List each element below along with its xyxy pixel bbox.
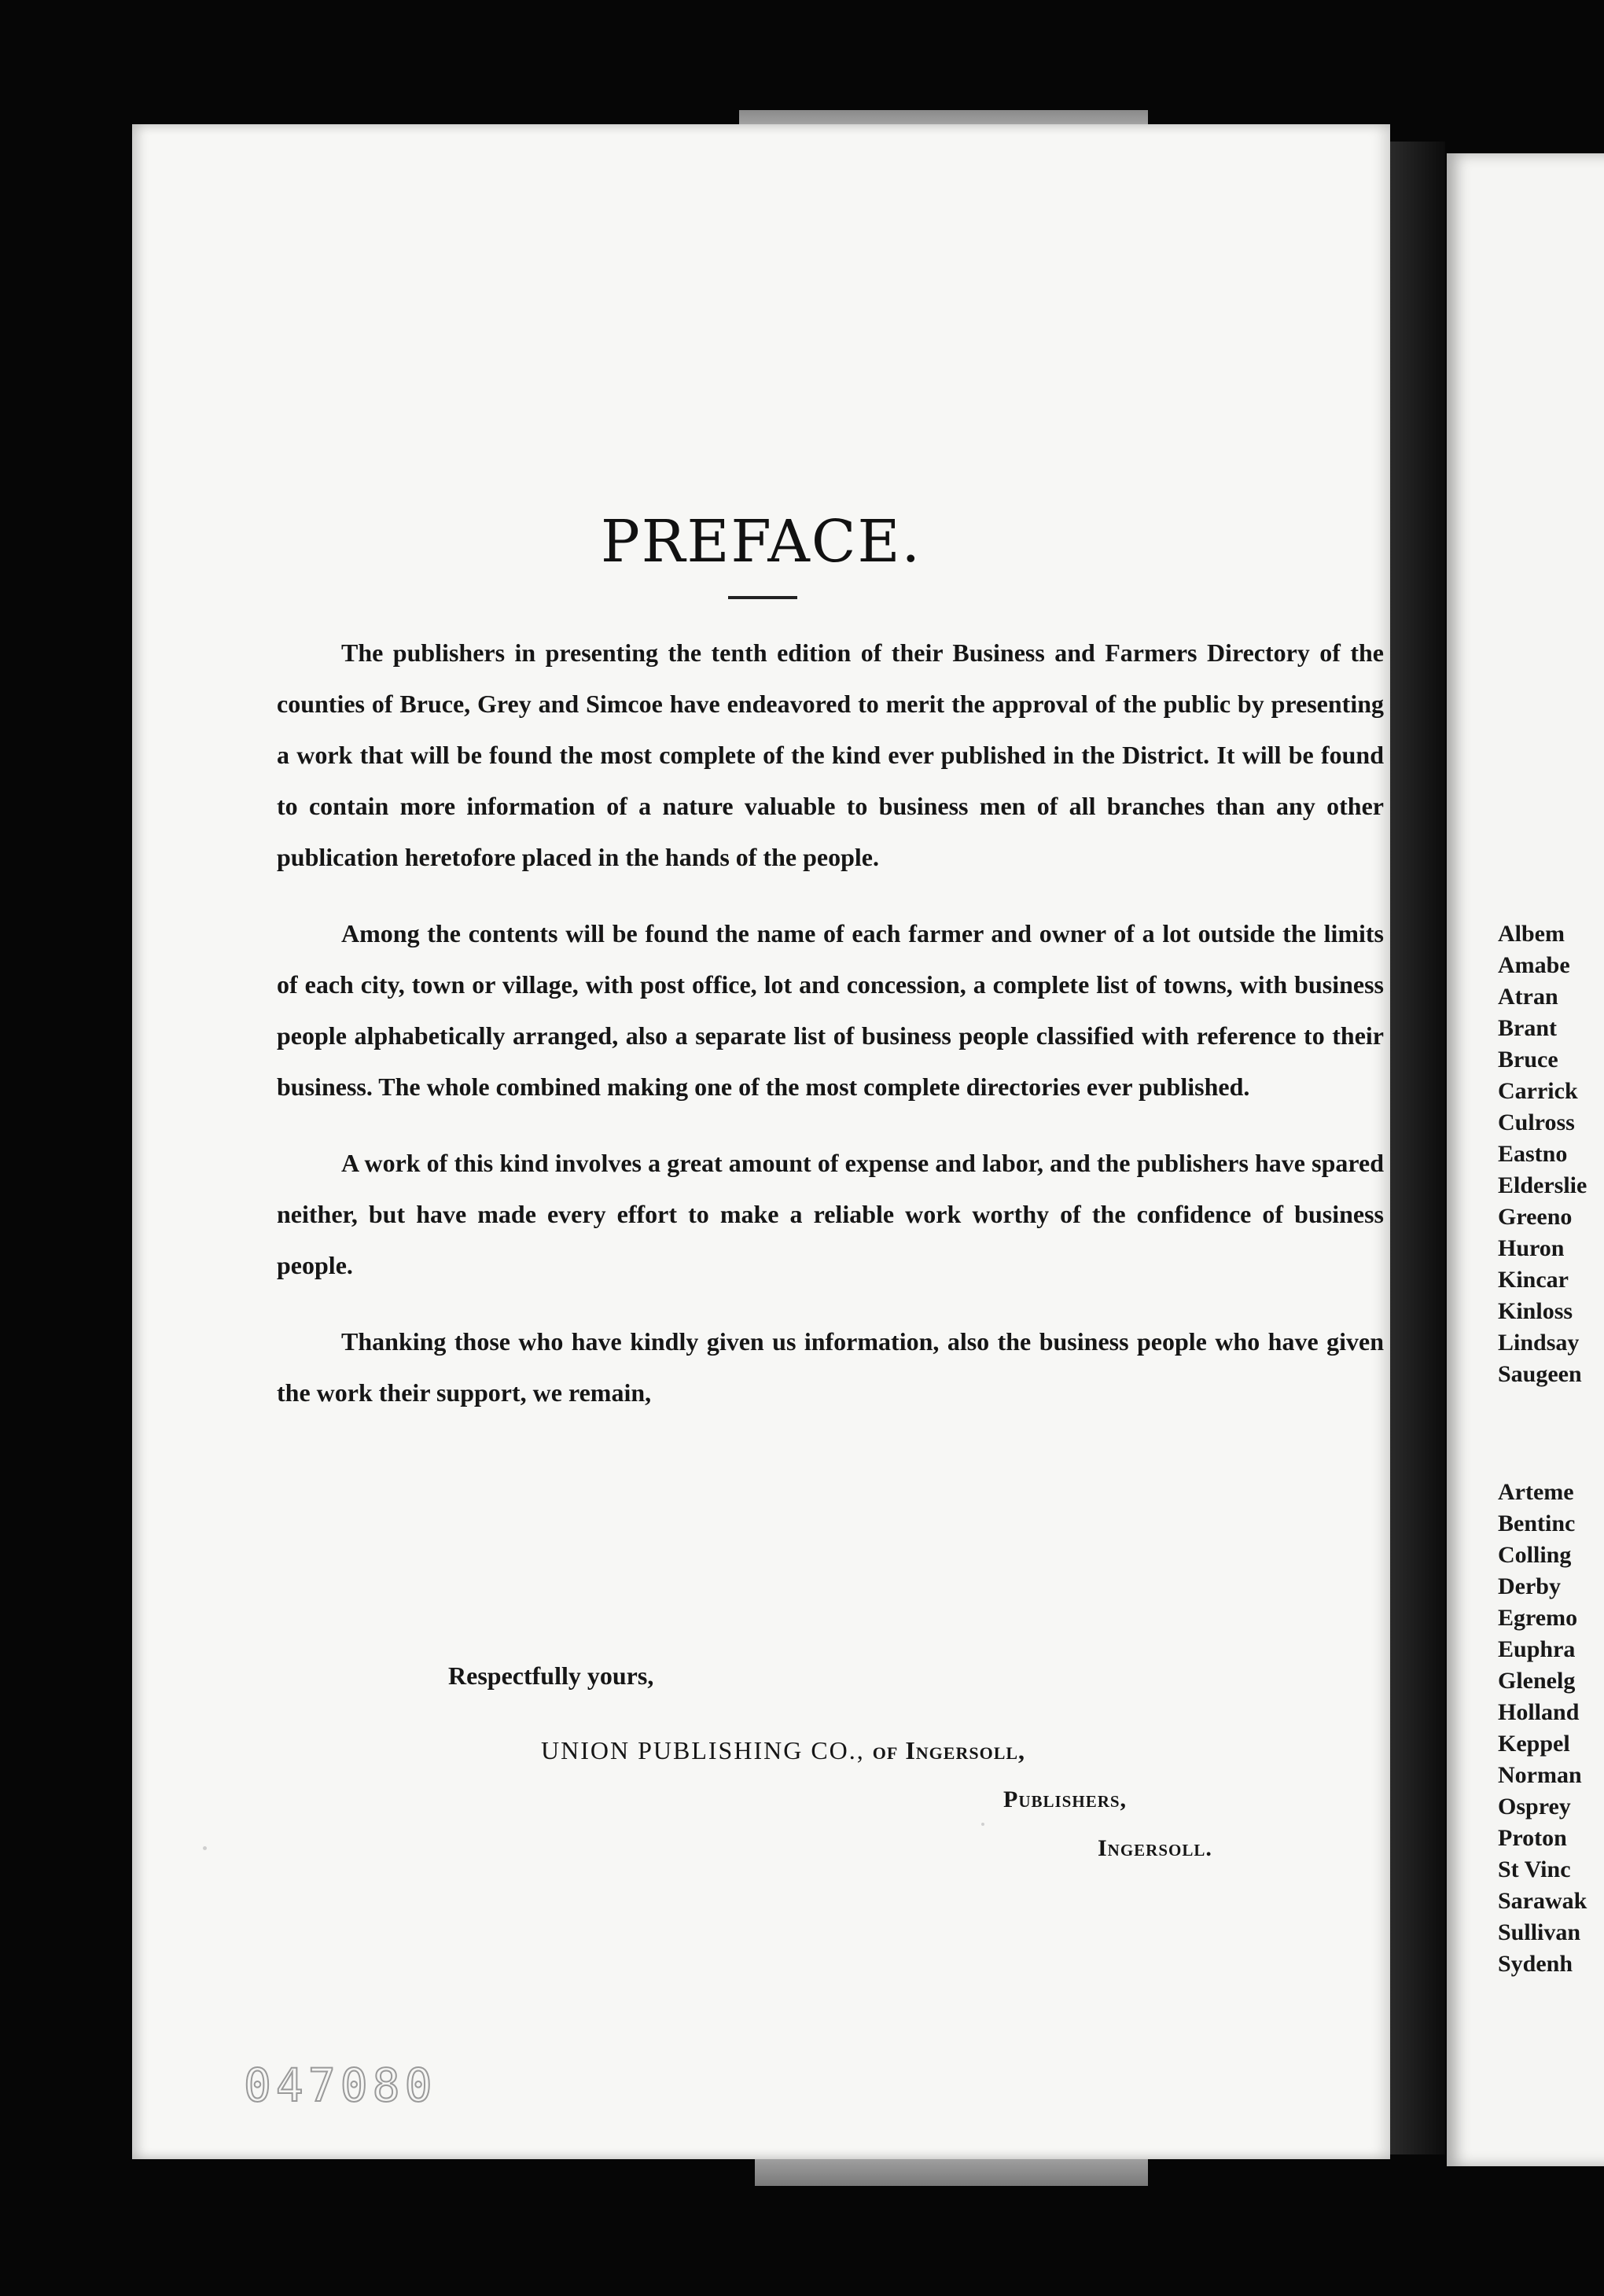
township-entry: Brant [1498, 1015, 1557, 1041]
publisher-place: Ingersoll. [1098, 1835, 1212, 1861]
page-title: PREFACE. [600, 508, 922, 576]
township-entry: Egremo [1498, 1605, 1578, 1631]
page-gutter-shadow [1390, 142, 1445, 2154]
township-entry: Norman [1498, 1762, 1582, 1788]
preface-paragraph-4: Thanking those who have kindly given us information, also the business people who have given the work their support, we remain, [277, 1327, 1384, 1407]
township-entry: Carrick [1498, 1078, 1578, 1104]
township-entry: Kincar [1498, 1267, 1569, 1293]
township-entry: Greeno [1498, 1204, 1573, 1230]
township-entry: Arteme [1498, 1479, 1574, 1505]
township-entry: St Vinc [1498, 1856, 1571, 1882]
dust-speck [981, 1823, 984, 1826]
township-entry: Colling [1498, 1542, 1572, 1568]
township-entry: Huron [1498, 1235, 1565, 1261]
township-entry: Kinloss [1498, 1298, 1573, 1324]
township-entry: Albem [1498, 921, 1565, 947]
facing-page-township-list-1 [1498, 918, 1604, 1390]
township-entry: Culross [1498, 1109, 1575, 1135]
township-entry: Keppel [1498, 1731, 1570, 1757]
preface-page [132, 124, 1390, 2159]
facing-page-township-list-2 [1498, 1477, 1604, 1980]
township-entry: Sarawak [1498, 1888, 1587, 1914]
preface-body [277, 627, 1384, 1444]
township-entry: Proton [1498, 1825, 1567, 1851]
township-entry: Osprey [1498, 1794, 1571, 1820]
inventory-stamp-number: 047080 [244, 2059, 437, 2112]
township-entry: Holland [1498, 1699, 1580, 1725]
township-entry: Saugeen [1498, 1361, 1582, 1387]
publisher-location: of Ingersoll, [872, 1736, 1026, 1764]
preface-paragraph-3: A work of this kind involves a great amount of expense and labor, and the publishers have spared neither, but have made every effort to make a reliable work worthy of the confidence of business people. [277, 1149, 1384, 1279]
township-entry: Sullivan [1498, 1919, 1581, 1945]
township-entry: Lindsay [1498, 1330, 1580, 1356]
preface-paragraph-1: The publishers in presenting the tenth edition of their Business and Farmers Directory of the counties of Bruce, Grey and Simcoe have endeavored to merit the approval of the public by presenting a work that will be found the most complete of the kind ever published in the District. It will be found to contain more information of a nature valuable to business men of all branches than any other publication heretofore placed in the hands of the people. [277, 638, 1384, 871]
township-entry: Eastno [1498, 1141, 1568, 1167]
township-entry: Elderslie [1498, 1172, 1587, 1198]
township-entry: Bentinc [1498, 1510, 1576, 1536]
closing-salutation: Respectfully yours, [448, 1661, 654, 1690]
township-entry: Euphra [1498, 1636, 1576, 1662]
title-rule [728, 596, 797, 599]
township-entry: Atran [1498, 984, 1558, 1010]
publisher-name [541, 1736, 1025, 1765]
township-entry: Glenelg [1498, 1668, 1576, 1694]
township-entry: Derby [1498, 1573, 1561, 1599]
township-entry: Sydenh [1498, 1951, 1573, 1977]
publisher-firm: UNION PUBLISHING CO., [541, 1736, 865, 1764]
dust-speck [203, 1846, 207, 1850]
film-tab-bottom [755, 2154, 1148, 2186]
publisher-role: Publishers, [1003, 1786, 1128, 1812]
township-entry: Bruce [1498, 1047, 1558, 1073]
township-entry: Amabe [1498, 952, 1570, 978]
preface-paragraph-2: Among the contents will be found the name of each farmer and owner of a lot outside the limits of each city, town or village, with post office, lot and concession, a complete list of towns, with business people alphabetically arranged, also a separate list of business people classified with reference to their business. The whole combined making one of the most complete directories ever published. [277, 919, 1384, 1101]
